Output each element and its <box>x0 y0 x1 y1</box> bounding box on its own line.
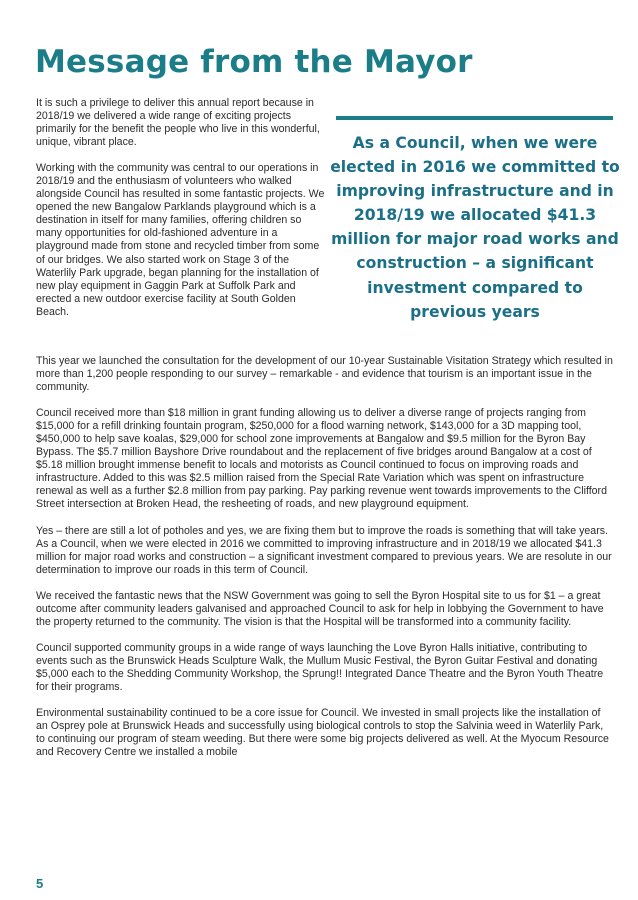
page-title: Message from the Mayor <box>35 44 473 80</box>
body-text <box>36 355 614 772</box>
body-paragraph: Council received more than $18 million in grant funding allowing us to deliver a diverse range of projects ranging from $15,000 for a refill drinking fountain program, $250,000 for a flood warning network, $143,000 for a 3D mapping tool, $450,000 to help save koalas, $29,000 for school zone improvements at Bangalow and $9.5 million for the Byron Bay Bypass. The $5.7 million Bayshore Drive roundabout and the replacement of five bridges around Bangalow at a cost of $5.18 million brought immense benefit to locals and motorists as Council continued to focus on improving roads and infrastructure. Added to this was $2.5 million raised from the Special Rate Variation which was spent on infrastructure renewal as well as a further $2.8 million from pay parking. Pay parking revenue went towards improvements to the Clifford Street intersection at Broken Head, the resheeting of roads, and new playground equipment. <box>36 407 607 511</box>
intro-paragraph: It is such a privilege to deliver this annual report because in 2018/19 we delivered a wide range of exciting projects primarily for the benefit the people who live in this wonderful, unique, vibrant place. <box>36 97 320 149</box>
body-paragraph: This year we launched the consultation for the development of our 10-year Sustainable Visitation Strategy which resulted in more than 1,200 people responding to our survey – remarkable - and evidence that tourism is an important issue in the community. <box>36 355 613 394</box>
pull-quote: As a Council, when we were elected in 2016 we committed to improving infrastructure and in 2018/19 we allocated $41.3 million for major road works and construction – a significant investment compared to previous years <box>330 134 620 321</box>
intro-paragraph: Working with the community was central to our operations in 2018/19 and the enthusiasm of volunteers who walked alongside Council has resulted in some fantastic projects. We opened the new Bangalow Parklands playground which is a destination in itself for many families, offering children so many opportunities for old-fashioned adventure in a playground made from stone and recycled timber from some of our bridges. We also started work on Stage 3 of the Waterlily Park upgrade, began planning for the installation of new play equipment in Gaggin Park at Suffolk Park and erected a new outdoor exercise facility at South Golden Beach. <box>36 162 325 318</box>
page-number: 5 <box>36 876 44 891</box>
body-paragraph: Environmental sustainability continued to be a core issue for Council. We invested in small projects like the installation of an Osprey pole at Brunswick Heads and successfully using biological controls to stop the Salvinia weed in Waterlily Park, to continuing our program of steam weeding. But there were some big projects delivered as well. At the Myocum Resource and Recovery Centre we installed a mobile <box>36 707 609 759</box>
body-paragraph: We received the fantastic news that the NSW Government was going to sell the Byron Hospital site to us for $1 – a great outcome after community leaders galvanised and approached Council to ask for help in lobbying the Government to have the property returned to the community. The vision is that the Hospital will be transformed into a community facility. <box>36 589 604 628</box>
intro-column <box>36 97 328 332</box>
body-paragraph: Council supported community groups in a wide range of ways launching the Love Byron Halls initiative, contributing to events such as the Brunswick Heads Sculpture Walk, the Mullum Music Festival, the Byron Guitar Festival and donating $5,000 each to the Shedding Community Workshop, the Sprung!! Integrated Dance Theatre and the Byron Youth Theatre for their programs. <box>36 641 604 693</box>
body-paragraph: Yes – there are still a lot of potholes and yes, we are fixing them but to improve the roads is something that will take years. As a Council, when we were elected in 2016 we committed to improving infrastructure and in 2018/19 we allocated $41.3 million for major road works and construction – a significant investment compared to previous years. We are resolute in our determination to improve our roads in this term of Council. <box>36 524 612 576</box>
pull-quote-rule <box>336 116 613 120</box>
